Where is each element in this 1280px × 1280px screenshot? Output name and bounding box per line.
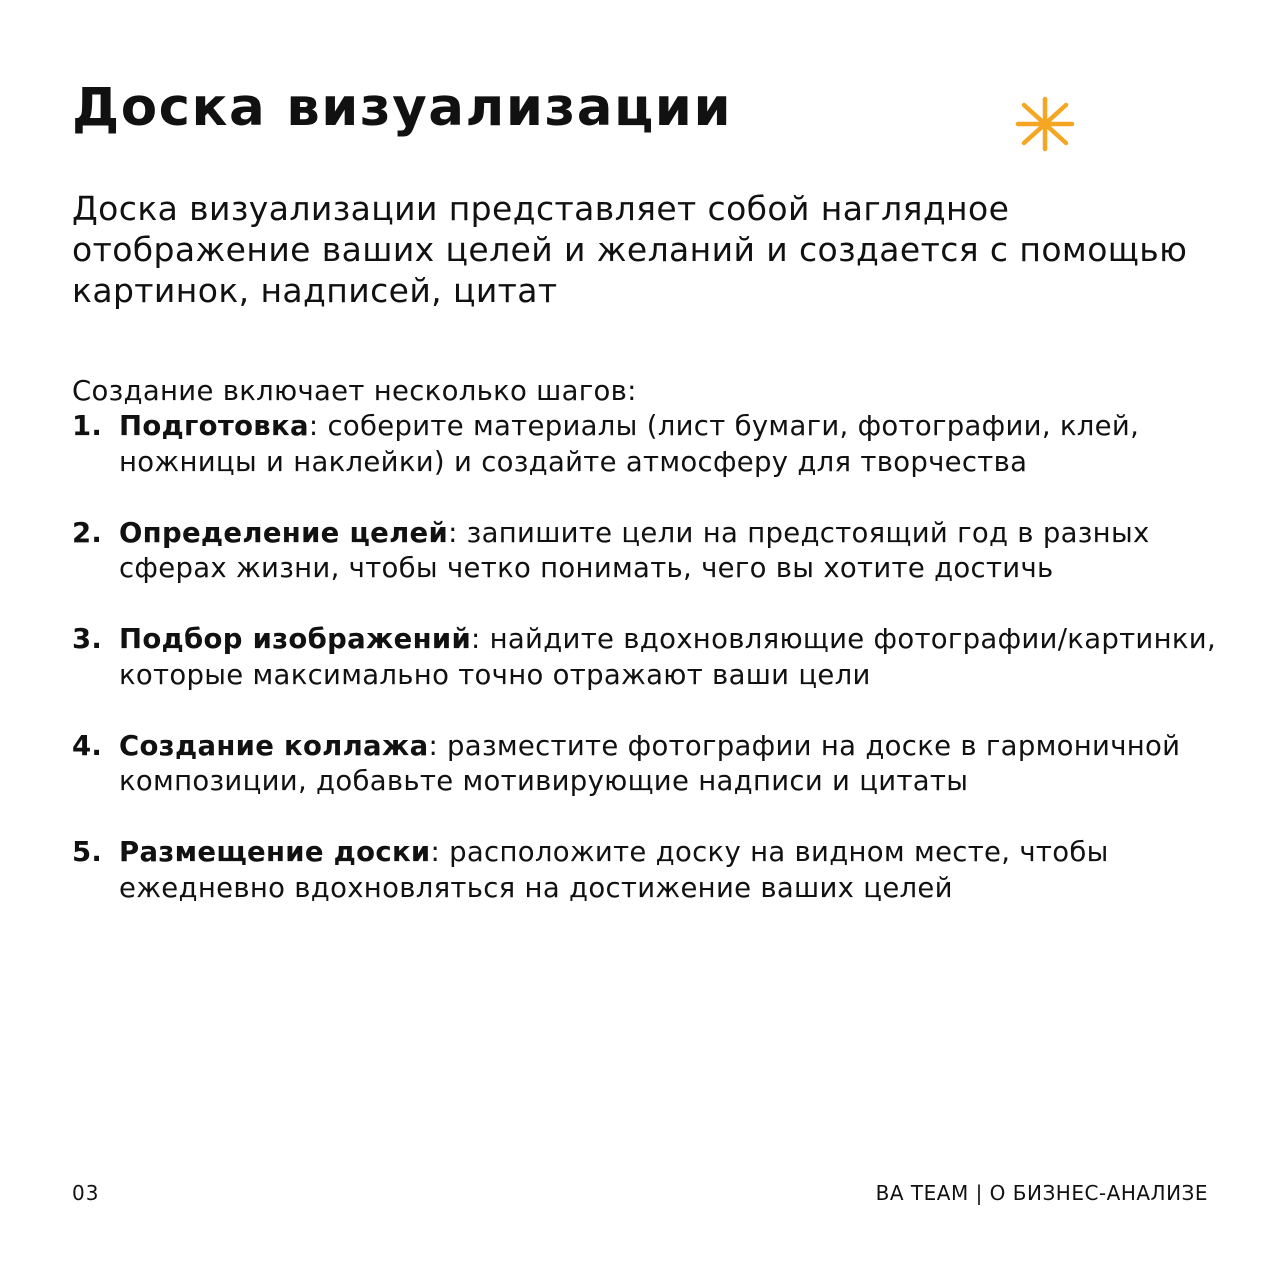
step-text: : расположите доску на видном месте, чтобы ежедневно вдохновляться на достижение ваших целей	[119, 836, 1109, 904]
step-item-collage	[72, 729, 1222, 800]
step-number: 2.	[72, 516, 103, 549]
step-name: Создание коллажа	[119, 729, 429, 762]
step-text: : найдите вдохновляющие фотографии/картинки, которые максимально точно отражают ваши цели	[119, 623, 1216, 691]
step-item-placement	[72, 835, 1222, 906]
intro-paragraph: Доска визуализации представляет собой наглядное отображение ваших целей и желаний и создается с помощью картинок, надписей, цитат	[72, 189, 1188, 310]
page-number: 03	[72, 1181, 100, 1205]
step-name: Определение целей	[119, 516, 449, 549]
asterisk-star-icon	[1010, 96, 1080, 152]
step-name: Подготовка	[119, 410, 309, 442]
footer-brand: BA TEAM | О БИЗНЕС-АНАЛИЗЕ	[875, 1181, 1208, 1205]
step-item-images	[72, 622, 1222, 693]
step-name: Подбор изображений	[119, 623, 472, 655]
step-item-goals	[72, 516, 1222, 587]
step-number: 1.	[72, 410, 103, 442]
step-number: 5.	[72, 836, 103, 868]
step-text: : соберите материалы (лист бумаги, фотографии, клей, ножницы и наклейки) и создайте атмосферу для творчества	[119, 410, 1140, 478]
steps-list	[72, 409, 1222, 942]
steps-lead: Создание включает несколько шагов:	[72, 375, 637, 407]
step-number: 4.	[72, 729, 103, 762]
step-name: Размещение доски	[119, 836, 431, 868]
step-number: 3.	[72, 623, 103, 655]
step-text: : разместите фотографии на доске в гармоничной композиции, добавьте мотивирующие надписи и цитаты	[119, 729, 1181, 797]
step-item-preparation	[72, 409, 1222, 480]
step-text: : запишите цели на предстоящий год в разных сферах жизни, чтобы четко понимать, чего вы хотите достичь	[119, 516, 1150, 584]
page-title: Доска визуализации	[72, 77, 733, 138]
